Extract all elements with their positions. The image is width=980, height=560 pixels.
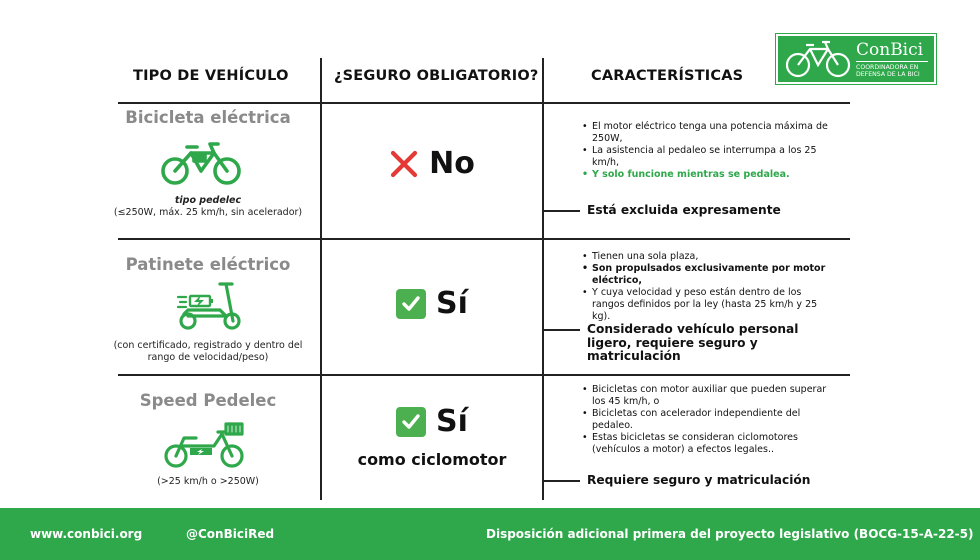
feature-item: • Bicicletas con motor auxiliar que pueden superar los 45 km/h, o	[580, 384, 830, 408]
conclusion-marker	[543, 329, 580, 331]
footer-bar	[0, 508, 980, 560]
vehicle-name: Patinete eléctrico	[125, 255, 291, 274]
footer-website[interactable]: www.conbici.org	[30, 527, 143, 541]
answer-text: No	[429, 146, 475, 181]
feature-item: • El motor eléctrico tenga una potencia máxima de 250W,	[580, 121, 830, 145]
header-features: CARACTERÍSTICAS	[591, 68, 744, 84]
feature-list	[580, 251, 830, 323]
row-divider	[118, 102, 850, 104]
vehicle-note: (con certificado, registrado y dentro del rango de velocidad/peso)	[113, 340, 303, 363]
footer-social-handle[interactable]: @ConBiciRed	[186, 527, 275, 541]
feature-list	[580, 384, 830, 456]
feature-item: • Tienen una sola plaza,	[580, 251, 830, 263]
row-divider	[118, 374, 850, 376]
insurance-answer	[322, 286, 542, 321]
feature-item: • Bicicletas con acelerador independiente del pedaleo.	[580, 408, 830, 432]
insurance-answer	[322, 404, 542, 439]
vehicle-note: (≤250W, máx. 25 km/h, sin acelerador)	[113, 206, 303, 218]
conclusion-text: Considerado vehículo personal ligero, requiere seguro y matriculación	[587, 322, 799, 363]
bicycle-icon	[158, 140, 244, 190]
vehicle-name: Speed Pedelec	[139, 391, 277, 410]
vehicle-name: Bicicleta eléctrica	[125, 108, 291, 127]
conclusion-text: Está excluida expresamente	[587, 203, 781, 217]
speed-pedelec-icon	[162, 420, 246, 470]
answer-text: Sí	[436, 286, 468, 321]
feature-item: • Y cuya velocidad y peso están dentro de los rangos definidos por la ley (hasta 25 km/h y 25 kg).	[580, 287, 830, 323]
bicycle-icon	[784, 39, 852, 79]
conbici-logo	[776, 34, 936, 84]
header-mandatory-insurance: ¿SEGURO OBLIGATORIO?	[334, 68, 539, 84]
logo-name: ConBici	[856, 39, 924, 60]
feature-item: • Son propulsados exclusivamente por motor eléctrico,	[580, 263, 830, 287]
feature-list	[580, 121, 830, 181]
vehicle-note: (>25 km/h o >250W)	[157, 476, 259, 487]
feature-item: • Y solo funcione mientras se pedalea.	[580, 169, 830, 181]
row-divider	[118, 238, 850, 240]
insurance-answer	[322, 146, 542, 181]
feature-item: • Estas bicicletas se consideran ciclomotores (vehículos a motor) a efectos legales..	[580, 432, 830, 456]
column-divider	[542, 58, 544, 500]
feature-item: • La asistencia al pedaleo se interrumpa a los 25 km/h,	[580, 145, 830, 169]
footer-source: Disposición adicional primera del proyecto legislativo (BOCG-15-A-22-5)	[486, 527, 974, 541]
logo-subtitle: COORDINADORA EN DEFENSA DE LA BICI	[856, 61, 928, 78]
conclusion-marker	[543, 480, 580, 482]
answer-subtext: como ciclomotor	[357, 450, 507, 469]
vehicle-note-block	[108, 195, 308, 218]
cross-icon	[389, 149, 419, 179]
vehicle-subtype: tipo pedelec	[174, 195, 242, 206]
answer-text: Sí	[436, 404, 468, 439]
check-icon	[396, 407, 426, 437]
check-icon	[396, 289, 426, 319]
conclusion-marker	[543, 210, 580, 212]
electric-scooter-icon	[176, 278, 242, 332]
header-vehicle-type: TIPO DE VEHÍCULO	[133, 68, 289, 84]
conclusion-text: Requiere seguro y matriculación	[587, 473, 811, 487]
